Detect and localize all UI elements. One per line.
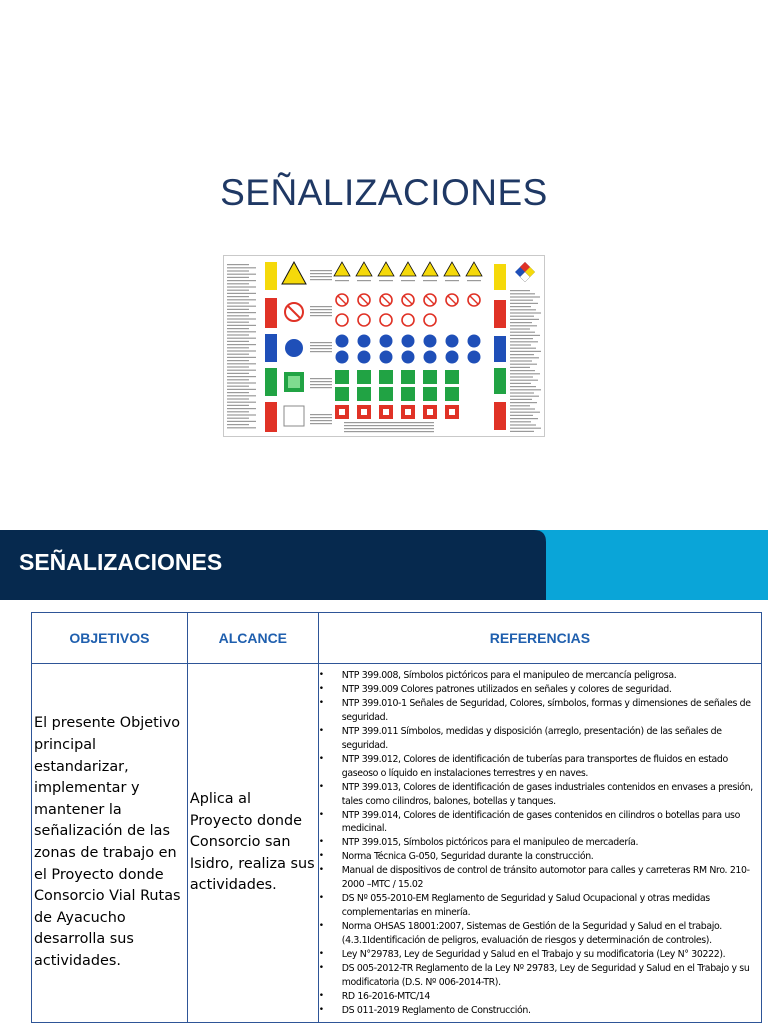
poster-text-line: [227, 405, 249, 406]
poster-text-line: [510, 389, 541, 390]
poster-text-line: [510, 399, 532, 400]
poster-text-line: [467, 280, 481, 281]
poster-text-line: [227, 286, 256, 287]
poster-safe-condition-inner: [288, 376, 300, 388]
poster-text-line: [310, 420, 332, 421]
poster-text-line: [227, 338, 256, 339]
poster-text-line: [227, 389, 256, 390]
poster-text-line: [310, 315, 332, 316]
poster-safe-sign-icon: [401, 387, 415, 401]
poster-safe-sign-icon: [357, 370, 371, 384]
list-item: • NTP 399.011 Símbolos, medidas y disposición (arreglo, presentación) de las señales de seguridad.: [319, 725, 759, 753]
poster-text-line: [227, 334, 249, 335]
poster-text-line: [510, 408, 535, 409]
list-item: • NTP 399.013, Colores de identificación de gases industriales contenidos en envases a presión, tales como cilindros, balones, botellas y tanques.: [319, 781, 759, 809]
poster-text-line: [423, 280, 437, 281]
poster-text-line: [310, 279, 332, 280]
poster-fire-sign-inner: [361, 409, 367, 415]
poster-category-band: [494, 368, 506, 394]
poster-text-line: [310, 417, 332, 418]
poster-text-line: [310, 387, 332, 388]
poster-text-line: [510, 325, 537, 326]
poster-text-line: [510, 351, 541, 352]
poster-warning-sign-icon: [466, 262, 482, 276]
poster-text-line: [227, 411, 249, 412]
poster-text-line: [510, 300, 533, 301]
poster-text-line: [510, 312, 541, 313]
poster-text-line: [310, 423, 332, 424]
poster-category-band: [494, 264, 506, 290]
poster-category-band: [265, 334, 277, 362]
poster-text-line: [510, 319, 539, 320]
poster-text-line: [227, 373, 249, 374]
poster-text-line: [227, 357, 256, 358]
poster-warning-sign-icon: [334, 262, 350, 276]
poster-text-line: [310, 276, 332, 277]
poster-text-line: [510, 370, 535, 371]
poster-text-line: [227, 424, 249, 425]
poster-mandatory-sign-icon: [380, 351, 393, 364]
header-objetivos: OBJETIVOS: [32, 613, 188, 664]
poster-safe-sign-icon: [379, 387, 393, 401]
poster-text-line: [510, 338, 533, 339]
poster-warning-sign-icon: [400, 262, 416, 276]
poster-warning-triangle-icon: [282, 262, 306, 284]
poster-text-line: [510, 376, 533, 377]
list-item: • Ley N°29783, Ley de Seguridad y Salud en el Trabajo y su modificatoria (Ley N° 30222).: [319, 948, 759, 962]
section-banner: [0, 530, 768, 600]
poster-text-line: [510, 306, 531, 307]
poster-text-line: [227, 302, 249, 303]
poster-text-line: [510, 405, 530, 406]
slide-1-title: SEÑALIZACIONES: [220, 172, 548, 213]
poster-text-line: [510, 341, 538, 342]
list-item: • Norma Técnica G-050, Seguridad durante la construcción.: [319, 850, 759, 864]
poster-text-line: [510, 415, 533, 416]
poster-category-band: [494, 300, 506, 328]
poster-mandatory-sign-icon: [424, 351, 437, 364]
list-item: • NTP 399.008, Símbolos pictóricos para el manipuleo de mercancía peligrosa.: [319, 669, 759, 683]
poster-text-line: [335, 280, 349, 281]
poster-text-line: [510, 290, 530, 291]
poster-fire-sign-inner: [449, 409, 455, 415]
poster-text-line: [310, 348, 332, 349]
poster-text-line: [344, 428, 434, 429]
poster-text-line: [510, 309, 536, 310]
poster-text-line: [227, 366, 249, 367]
poster-text-line: [227, 293, 256, 294]
poster-safe-sign-icon: [335, 370, 349, 384]
poster-prohibition-sign-icon: [424, 314, 436, 326]
list-item: • Manual de dispositivos de control de tránsito automotor para calles y carreteras RM Nro. 210-2000 –MTC / 15.02: [319, 864, 759, 892]
poster-text-line: [510, 364, 537, 365]
poster-text-line: [510, 360, 532, 361]
poster-text-line: [510, 357, 539, 358]
poster-text-line: [510, 396, 539, 397]
poster-text-line: [227, 354, 249, 355]
poster-text-line: [227, 395, 256, 396]
poster-text-line: [227, 392, 249, 393]
poster-safe-sign-icon: [401, 370, 415, 384]
poster-text-line: [227, 296, 249, 297]
poster-text-line: [510, 322, 532, 323]
poster-text-line: [227, 280, 256, 281]
list-item: • RD 16-2016-MTC/14: [319, 990, 759, 1004]
poster-mandatory-sign-icon: [468, 335, 481, 348]
poster-text-line: [344, 425, 434, 426]
poster-text-line: [510, 418, 538, 419]
poster-fire-sign-inner: [427, 409, 433, 415]
poster-text-line: [510, 380, 538, 381]
poster-text-line: [510, 373, 540, 374]
poster-text-line: [310, 270, 332, 271]
poster-text-line: [510, 421, 531, 422]
poster-category-band: [265, 262, 277, 290]
poster-text-line: [310, 309, 332, 310]
poster-category-band: [265, 368, 277, 396]
poster-text-line: [227, 370, 256, 371]
poster-text-line: [510, 431, 534, 432]
poster-text-line: [227, 379, 249, 380]
poster-category-band: [494, 336, 506, 362]
poster-text-line: [227, 315, 249, 316]
poster-category-band: [494, 402, 506, 430]
poster-text-line: [227, 312, 256, 313]
poster-text-line: [310, 342, 332, 343]
poster-text-line: [227, 270, 249, 271]
poster-text-line: [227, 363, 256, 364]
poster-safe-sign-icon: [445, 387, 459, 401]
poster-warning-sign-icon: [378, 262, 394, 276]
poster-text-line: [510, 328, 530, 329]
poster-prohibition-sign-icon: [402, 314, 414, 326]
poster-text-line: [510, 332, 535, 333]
poster-text-line: [227, 306, 256, 307]
poster-text-line: [227, 408, 256, 409]
poster-mandatory-sign-icon: [446, 351, 459, 364]
poster-text-line: [510, 367, 530, 368]
poster-text-line: [227, 283, 249, 284]
referencias-list: [319, 669, 759, 1018]
poster-text-line: [510, 383, 531, 384]
poster-text-line: [310, 381, 332, 382]
poster-text-line: [310, 351, 332, 352]
signage-table: [31, 612, 762, 1023]
poster-text-line: [510, 296, 540, 297]
poster-text-line: [510, 392, 534, 393]
poster-warning-sign-icon: [422, 262, 438, 276]
banner-title: SEÑALIZACIONES: [19, 549, 223, 575]
poster-text-line: [227, 341, 249, 342]
poster-safe-sign-icon: [379, 370, 393, 384]
poster-text-line: [510, 316, 534, 317]
poster-text-line: [379, 280, 393, 281]
poster-text-line: [227, 325, 256, 326]
poster-text-line: [227, 331, 256, 332]
list-item: • NTP 399.010-1 Señales de Seguridad, Colores, símbolos, formas y dimensiones de señales de seguridad.: [319, 697, 759, 725]
poster-text-line: [344, 422, 434, 423]
poster-text-line: [227, 274, 256, 275]
poster-text-line: [227, 347, 249, 348]
poster-text-line: [510, 412, 540, 413]
list-item: • DS 011-2019 Reglamento de Construcción.: [319, 1004, 759, 1018]
objetivo-cell: El presente Objetivo principal estandarizar, implementar y mantener la señalización de las zonas de trabajo en el Proyecto donde Consorcio Vial Rutas de Ayacucho desarrolla sus actividades.: [32, 664, 188, 1023]
header-referencias: REFERENCIAS: [318, 613, 761, 664]
poster-text-line: [357, 280, 371, 281]
poster-mandatory-icon: [285, 339, 303, 357]
poster-text-line: [401, 280, 415, 281]
poster-mandatory-sign-icon: [402, 335, 415, 348]
poster-category-band: [265, 298, 277, 328]
poster-text-line: [510, 354, 534, 355]
poster-text-line: [227, 264, 249, 265]
poster-mandatory-sign-icon: [402, 351, 415, 364]
poster-text-line: [445, 280, 459, 281]
poster-text-line: [227, 402, 256, 403]
poster-text-line: [227, 427, 256, 428]
list-item: • DS 005-2012-TR Reglamento de la Ley Nº 29783, Ley de Seguridad y Salud en el Trabajo y su modificatoria (D.S. Nº 006-2014-TR).: [319, 962, 759, 990]
poster-text-line: [510, 344, 531, 345]
poster-mandatory-sign-icon: [424, 335, 437, 348]
poster-fire-sign-inner: [383, 409, 389, 415]
poster-prohibition-sign-icon: [358, 314, 370, 326]
poster-mandatory-sign-icon: [358, 335, 371, 348]
poster-text-line: [227, 277, 249, 278]
alcance-cell: Aplica al Proyecto donde Consorcio san Isidro, realiza sus actividades.: [187, 664, 318, 1023]
list-item: • DS Nº 055-2010-EM Reglamento de Seguridad y Salud Ocupacional y otras medidas complementarias en minería.: [319, 892, 759, 920]
header-alcance: ALCANCE: [187, 613, 318, 664]
safety-signs-poster-image: [223, 255, 545, 437]
list-item: • NTP 399.015, Símbolos pictóricos para el manipuleo de mercadería.: [319, 836, 759, 850]
poster-text-line: [310, 345, 332, 346]
poster-safe-sign-icon: [335, 387, 349, 401]
poster-mandatory-sign-icon: [336, 351, 349, 364]
poster-safe-sign-icon: [357, 387, 371, 401]
poster-fire-sign-inner: [339, 409, 345, 415]
poster-safe-sign-icon: [445, 370, 459, 384]
list-item: • Norma OHSAS 18001:2007, Sistemas de Gestión de la Seguridad y Salud en el trabajo. (4.3.1Identificación de peligros, evaluación de riesgos y determinación de controles).: [319, 920, 759, 948]
poster-text-line: [510, 293, 535, 294]
poster-text-line: [344, 431, 434, 432]
poster-text-line: [227, 360, 249, 361]
poster-mandatory-sign-icon: [380, 335, 393, 348]
poster-text-line: [227, 386, 249, 387]
poster-text-line: [227, 350, 256, 351]
poster-mandatory-sign-icon: [358, 351, 371, 364]
poster-text-line: [227, 299, 256, 300]
poster-text-line: [510, 303, 538, 304]
poster-text-line: [227, 414, 256, 415]
poster-text-line: [310, 414, 332, 415]
poster-text-line: [227, 398, 249, 399]
poster-text-line: [227, 318, 256, 319]
poster-prohibition-sign-icon: [380, 314, 392, 326]
poster-text-line: [227, 382, 256, 383]
poster-text-line: [227, 322, 249, 323]
poster-warning-sign-icon: [356, 262, 372, 276]
poster-text-line: [227, 344, 256, 345]
poster-text-line: [510, 386, 536, 387]
poster-text-line: [510, 335, 540, 336]
poster-safe-sign-icon: [423, 387, 437, 401]
poster-mandatory-sign-icon: [336, 335, 349, 348]
poster-category-band: [265, 402, 277, 432]
safety-signs-chart-graphic: [224, 256, 544, 436]
poster-text-line: [310, 378, 332, 379]
list-item: • NTP 399.014, Colores de identificación de gases contenidos en cilindros o botellas para uso medicinal.: [319, 809, 759, 837]
list-item: • NTP 399.009 Colores patrones utilizados en señales y colores de seguridad.: [319, 683, 759, 697]
poster-text-line: [227, 328, 249, 329]
poster-fire-icon: [284, 406, 304, 426]
poster-text-line: [510, 348, 536, 349]
poster-text-line: [510, 428, 541, 429]
poster-text-line: [227, 421, 256, 422]
poster-text-line: [510, 402, 537, 403]
poster-text-line: [310, 384, 332, 385]
poster-text-line: [227, 267, 256, 268]
poster-warning-sign-icon: [444, 262, 460, 276]
poster-text-line: [227, 376, 256, 377]
list-item: • NTP 399.012, Colores de identificación de tuberías para transportes de fluidos en estado gaseoso o líquido en instalaciones terrestres y en naves.: [319, 753, 759, 781]
poster-text-line: [310, 312, 332, 313]
poster-fire-sign-inner: [405, 409, 411, 415]
poster-text-line: [310, 273, 332, 274]
poster-text-line: [510, 424, 536, 425]
poster-text-line: [227, 309, 249, 310]
poster-text-line: [227, 418, 249, 419]
slide-2: [0, 530, 768, 1024]
poster-safe-sign-icon: [423, 370, 437, 384]
poster-text-line: [227, 290, 249, 291]
poster-prohibition-sign-icon: [336, 314, 348, 326]
poster-mandatory-sign-icon: [446, 335, 459, 348]
poster-text-line: [310, 306, 332, 307]
poster-mandatory-sign-icon: [468, 351, 481, 364]
referencias-cell: [318, 664, 761, 1023]
